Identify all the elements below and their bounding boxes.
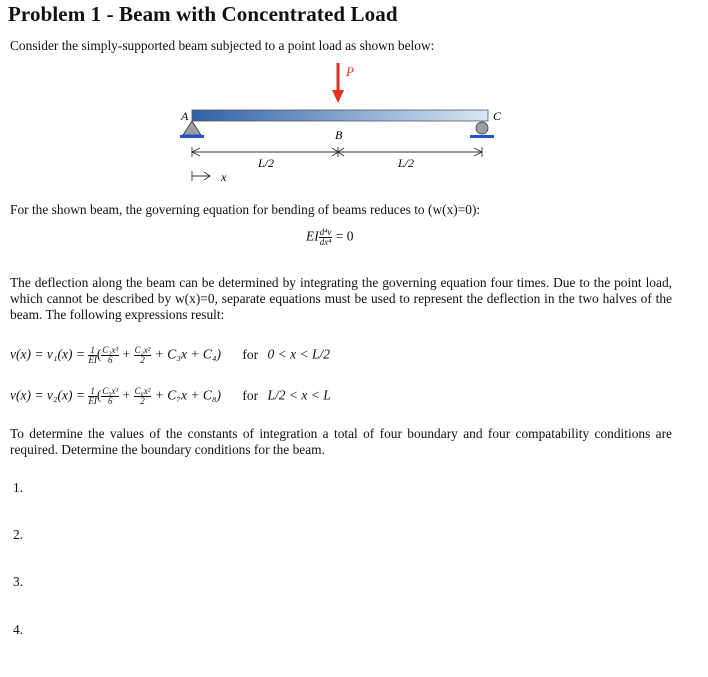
eq2-lhs: ν(x) = ν₂(x) = — [10, 387, 85, 403]
eq2-for: for — [242, 387, 259, 403]
eq2-frac-num: 1 — [90, 386, 95, 396]
constants-paragraph: To determine the values of the constants of integration a total of four boundary and four compatability conditions are required. Determine the boundary conditions for the beam. — [10, 426, 672, 457]
x-axis-arrow-icon — [192, 171, 210, 181]
equation-2: ν(x) = ν₂(x) = $\frac{1}{EI}$ ( $\frac{\text{C₅x³}}{6}$ + $\frac{\text{C₆x²}}{2}$ + C₇x + C₈) for L/2 < x < L — [10, 386, 331, 406]
span-left-label: L/2 — [258, 156, 275, 170]
eq1-for: for — [242, 346, 259, 362]
eq2-term2-num: C₆x² — [134, 386, 151, 396]
eq2-term1-num: C₅x³ — [102, 386, 119, 396]
list-item-2: 2. — [13, 527, 24, 542]
equation-1: ν(x) = ν₁(x) = $\frac{1}{EI}$ ( $\frac{\text{C₁x³}}{6}$ + $\frac{\text{C₂x²}}{2}$ + C₃x + C₄) for 0 < x < L/2 — [10, 345, 330, 365]
point-c-label: C — [493, 109, 502, 123]
deflection-paragraph: The deflection along the beam can be determined by integrating the governing equation four times. Due to the point load, which cannot be described by w(x)=0, separate equations must be used to represent the deflection in the two halves of the beam. The following expressions result: — [10, 275, 672, 322]
eq1-term1-den: 6 — [108, 355, 113, 365]
governing-eq-num: d⁴ν — [319, 227, 332, 237]
eq1-lhs: ν(x) = ν₁(x) = — [10, 346, 85, 362]
list-item-1: 1. — [13, 480, 24, 495]
eq2-tail: + C₇x + C₈) — [154, 387, 222, 403]
eq1-term2-den: 2 — [140, 355, 145, 365]
governing-eq-den: dx⁴ — [319, 237, 332, 247]
beam-diagram — [170, 60, 510, 190]
eq2-frac-den: EI — [88, 396, 97, 406]
eq1-frac-den: EI — [88, 355, 97, 365]
point-b-label: B — [335, 128, 343, 142]
eq2-term1-den: 6 — [108, 396, 113, 406]
eq1-frac-num: 1 — [90, 345, 95, 355]
governing-eq-left: EI — [306, 228, 319, 244]
governing-text: For the shown beam, the governing equation for bending of beams reduces to (w(x)=0): — [10, 202, 481, 217]
eq1-condition: 0 < x < L/2 — [267, 346, 330, 362]
beam-body — [192, 110, 488, 121]
dimension-line — [192, 147, 482, 157]
list-item-4: 4. — [13, 622, 24, 637]
eq2-term2-den: 2 — [140, 396, 145, 406]
intro-text: Consider the simply-supported beam subjected to a point load as shown below: — [10, 38, 435, 53]
list-item-3: 3. — [13, 574, 24, 589]
x-axis-label: x — [221, 170, 227, 184]
roller-support-icon — [470, 122, 494, 138]
load-arrow-icon — [332, 63, 344, 103]
eq1-term2-num: C₂x² — [134, 345, 151, 355]
governing-equation — [306, 228, 354, 247]
eq2-condition: L/2 < x < L — [267, 387, 331, 403]
eq1-tail: + C₃x + C₄) — [154, 346, 222, 362]
point-a-label: A — [181, 109, 189, 123]
problem-title: Problem 1 - Beam with Concentrated Load — [8, 2, 398, 26]
eq1-term1-num: C₁x³ — [102, 345, 119, 355]
load-label: P — [346, 64, 354, 79]
span-right-label: L/2 — [398, 156, 415, 170]
governing-eq-right: = 0 — [335, 228, 354, 244]
pin-support-icon — [180, 121, 204, 138]
